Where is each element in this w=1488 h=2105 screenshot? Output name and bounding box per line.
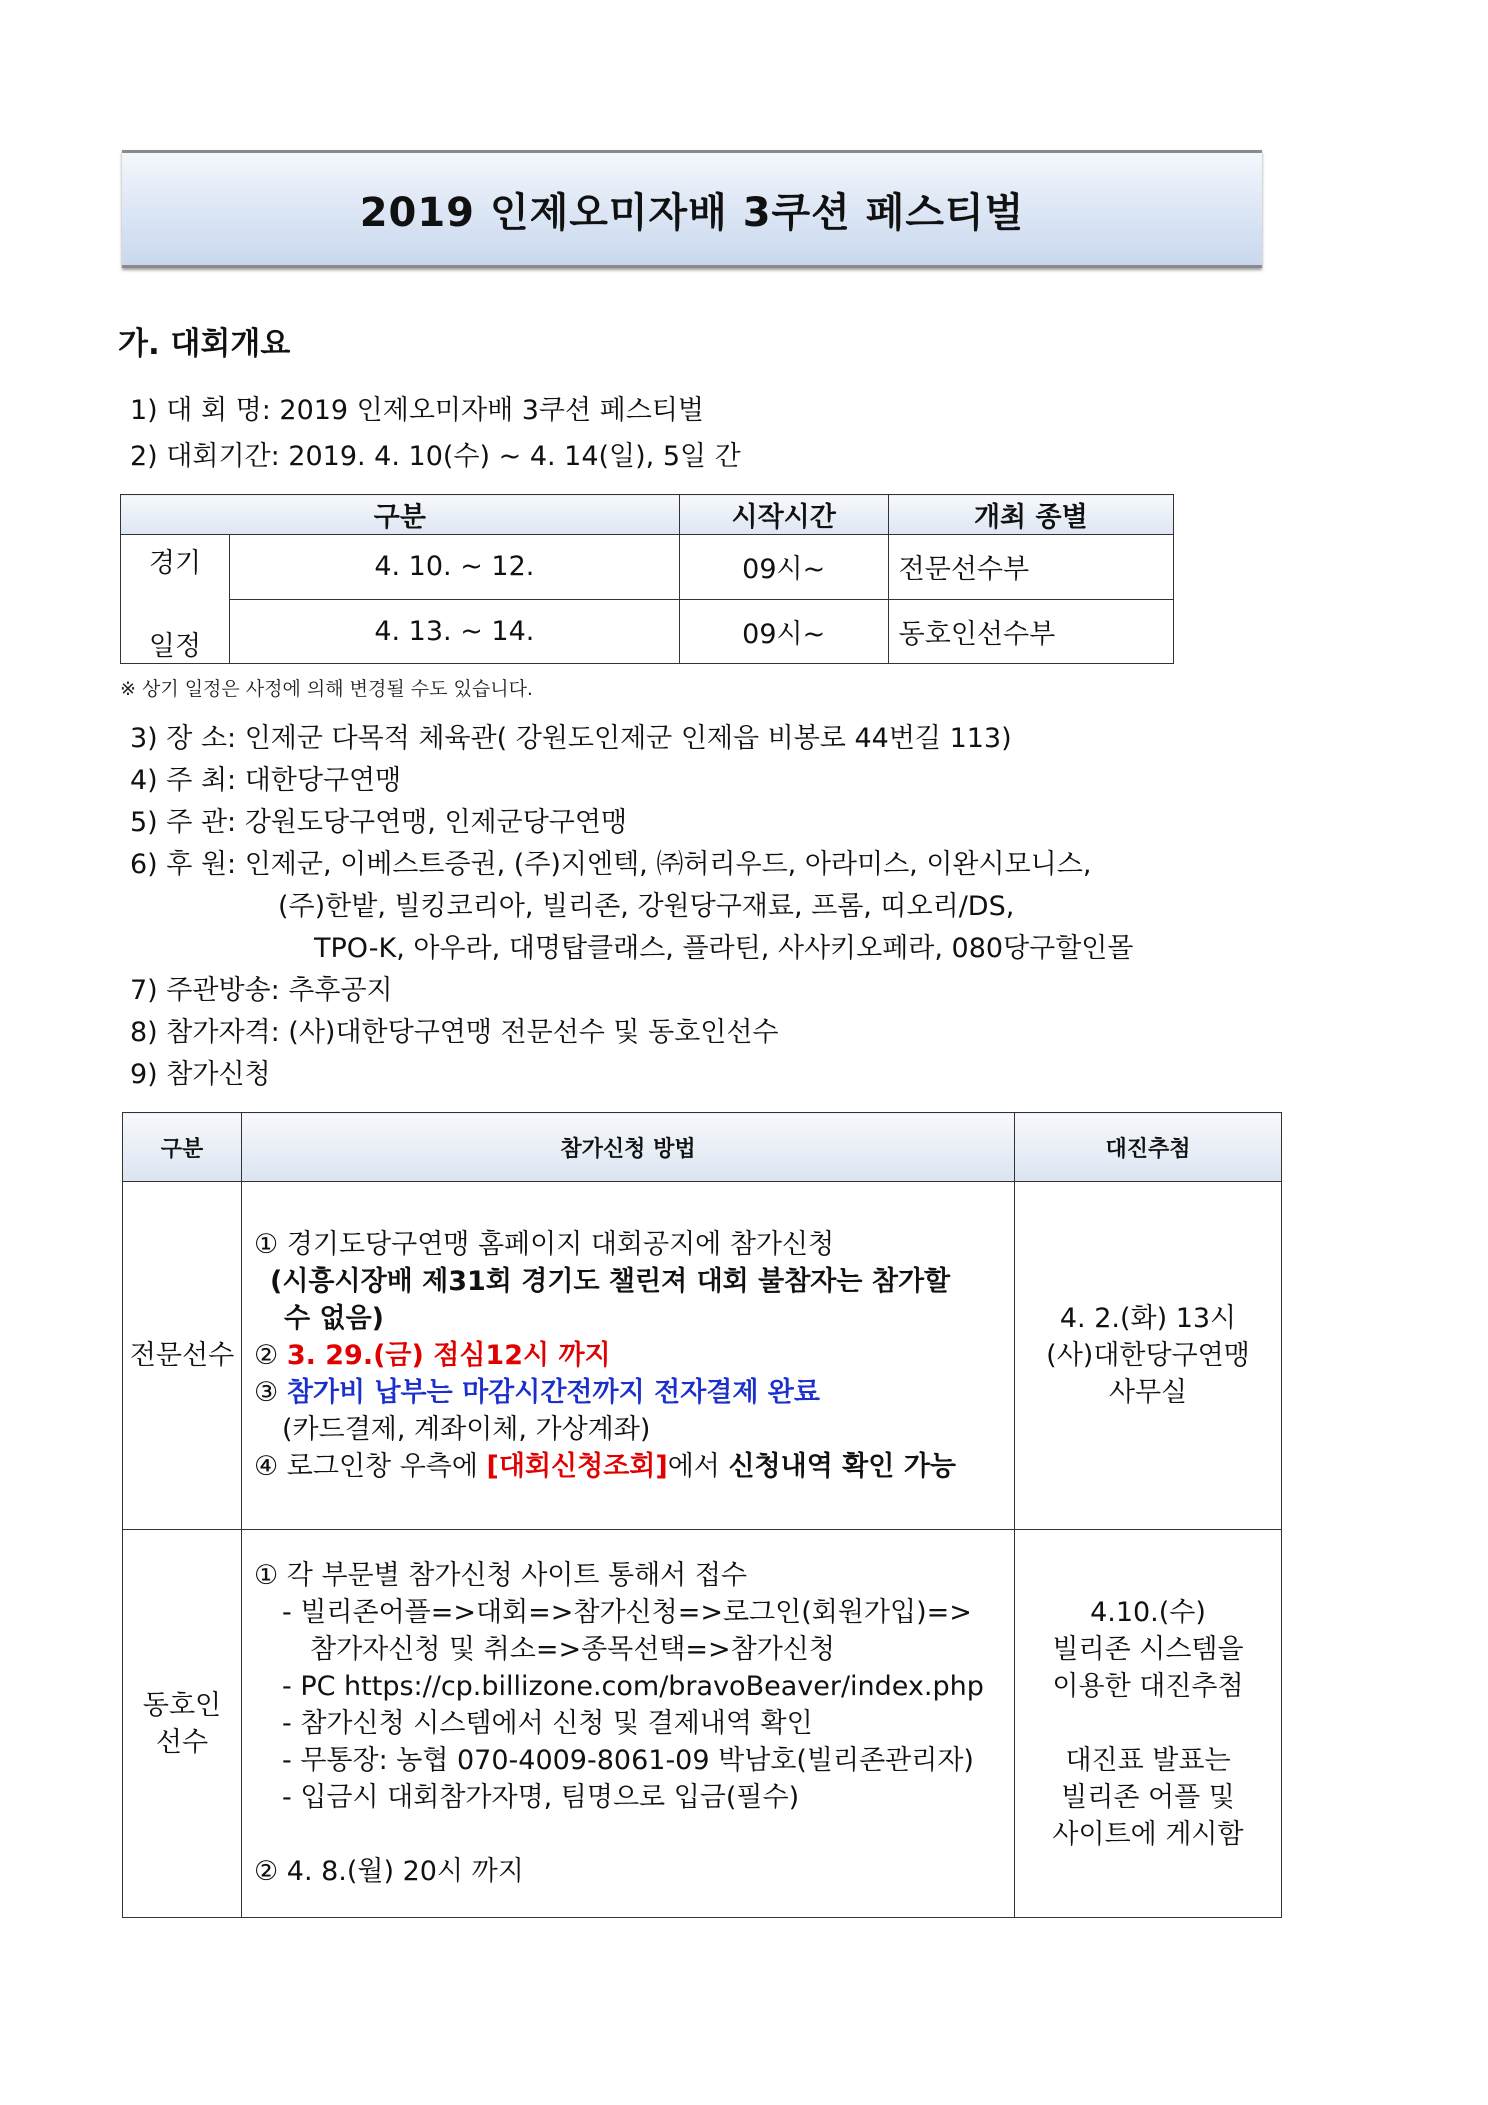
pro-method-line: (카드결제, 계좌이체, 가상계좌) (282, 1414, 651, 1445)
item-sponsors: 6) 후 원: 인제군, 이베스트증권, (주)지엔텍, ㈜허리우드, 아라미스, 이완시모니스, (130, 849, 1092, 880)
schedule-header-row (121, 495, 1174, 535)
schedule-row (121, 599, 1174, 664)
item-event-period: 2) 대회기간: 2019. 4. 10(수) ~ 4. 14(일), 5일 간 (130, 441, 741, 472)
amateur-method-line: - PC https://cp.billizone.com/bravoBeaver/index.php (282, 1671, 984, 1702)
application-header-method: 참가신청 방법 (242, 1113, 1015, 1182)
amateur-method-line: - 무통장: 농협 070-4009-8061-09 박남호(빌리존관리자) (282, 1745, 974, 1776)
item-host: 4) 주 최: 대한당구연맹 (130, 765, 402, 796)
pro-method-cell (242, 1182, 1015, 1530)
pro-draw-line: 4. 2.(화) 13시 (1059, 1303, 1237, 1334)
item-sponsors-cont: (주)한밭, 빌킹코리아, 빌리존, 강원당구재료, 프롬, 띠오리/DS, (278, 891, 1015, 922)
item-organizer: 5) 주 관: 강원도당구연맹, 인제군당구연맹 (130, 807, 628, 838)
amateur-draw-line: 이용한 대진추첨 (1052, 1671, 1244, 1702)
schedule-note: ※ 상기 일정은 사정에 의해 변경될 수도 있습니다. (120, 678, 533, 700)
number-marker: ③ (254, 1377, 279, 1408)
application-header-row (123, 1113, 1282, 1182)
application-header-category: 구분 (123, 1113, 242, 1182)
pro-method-line (254, 1374, 1014, 1411)
pro-draw-line: (사)대한당구연맹 (1046, 1340, 1250, 1371)
schedule-dates: 4. 13. ~ 14. (230, 599, 680, 664)
pro-payment-notice: 참가비 납부는 마감시간전까지 전자결제 완료 (286, 1377, 820, 1408)
pro-label: 전문선수 (123, 1182, 242, 1530)
schedule-row (121, 535, 1174, 600)
amateur-label: 동호인 (142, 1689, 222, 1721)
schedule-header-category: 구분 (121, 495, 680, 535)
application-row-pro (123, 1182, 1282, 1530)
amateur-label: 선수 (155, 1726, 209, 1758)
amateur-method-line: 참가자신청 및 취소=>종목선택=>참가신청 (310, 1634, 835, 1665)
schedule-header-division: 개최 종별 (888, 495, 1173, 535)
amateur-label-cell (123, 1530, 242, 1918)
amateur-method-line: ② 4. 8.(월) 20시 까지 (254, 1856, 524, 1887)
amateur-method-line: ① 각 부문별 참가신청 사이트 통해서 접수 (254, 1560, 748, 1591)
item-eligibility: 8) 참가자격: (사)대한당구연맹 전문선수 및 동호인선수 (130, 1017, 779, 1048)
pro-method-line: ① 경기도당구연맹 홈페이지 대회공지에 참가신청 (254, 1229, 835, 1260)
schedule-division: 전문선수부 (888, 535, 1173, 600)
schedule-label-top: 경기 (148, 548, 202, 579)
pro-lookup-text: ④ 로그인창 우측에 (254, 1451, 487, 1482)
pro-draw-line: 사무실 (1108, 1377, 1188, 1408)
amateur-method-line: - 입금시 대회참가자명, 팀명으로 입금(필수) (282, 1782, 800, 1813)
amateur-method-line: - 빌리존어플=>대회=>참가신청=>로그인(회원가입)=> (282, 1597, 972, 1628)
amateur-method-line: - 참가신청 시스템에서 신청 및 결제내역 확인 (282, 1708, 813, 1739)
schedule-table (120, 494, 1174, 664)
pro-method-line (254, 1448, 1014, 1485)
pro-lookup-text: 에서 (667, 1451, 729, 1482)
item-application: 9) 참가신청 (130, 1059, 271, 1090)
amateur-draw-line: 빌리존 어플 및 (1061, 1782, 1235, 1813)
amateur-draw-cell (1015, 1530, 1282, 1918)
schedule-header-start-time: 시작시간 (679, 495, 888, 535)
section-heading: 가. 대회개요 (118, 326, 291, 362)
pro-method-line: 수 없음) (284, 1303, 384, 1334)
application-table (122, 1112, 1282, 1918)
item-broadcast: 7) 주관방송: 추후공지 (130, 975, 393, 1006)
amateur-draw-line: 빌리존 시스템을 (1052, 1634, 1244, 1665)
pro-deadline: 3. 29.(금) 점심12시 까지 (286, 1340, 611, 1371)
amateur-draw-line: 4.10.(수) (1090, 1597, 1206, 1628)
pro-method-line (254, 1337, 1014, 1374)
schedule-label-bottom: 일정 (148, 631, 202, 662)
pro-lookup-text: 신청내역 확인 가능 (728, 1451, 956, 1482)
pro-lookup-link-label: [대회신청조회] (486, 1451, 668, 1482)
pro-method-line: (시흥시장배 제31회 경기도 챌린져 대회 불참자는 참가할 (270, 1266, 951, 1297)
schedule-label-cell (121, 535, 230, 664)
item-sponsors-cont: TPO-K, 아우라, 대명탑클래스, 플라틴, 사사키오페라, 080당구할인몰 (314, 933, 1134, 964)
number-marker: ② (254, 1340, 279, 1371)
application-header-draw: 대진추첨 (1015, 1113, 1282, 1182)
pro-draw-cell (1015, 1182, 1282, 1530)
amateur-method-cell (242, 1530, 1015, 1918)
schedule-division: 동호인선수부 (888, 599, 1173, 664)
schedule-time: 09시~ (679, 599, 888, 664)
amateur-draw-line: 대진표 발표는 (1065, 1745, 1231, 1776)
schedule-dates: 4. 10. ~ 12. (230, 535, 680, 600)
document-title-box (122, 150, 1262, 268)
schedule-time: 09시~ (679, 535, 888, 600)
amateur-draw-line: 사이트에 게시함 (1052, 1819, 1244, 1850)
item-venue: 3) 장 소: 인제군 다목적 체육관( 강원도인제군 인제읍 비봉로 44번길 113) (130, 723, 1012, 754)
application-row-amateur (123, 1530, 1282, 1918)
document-title: 2019 인제오미자배 3쿠션 페스티벌 (359, 189, 1025, 236)
item-event-name: 1) 대 회 명: 2019 인제오미자배 3쿠션 페스티벌 (130, 395, 705, 426)
